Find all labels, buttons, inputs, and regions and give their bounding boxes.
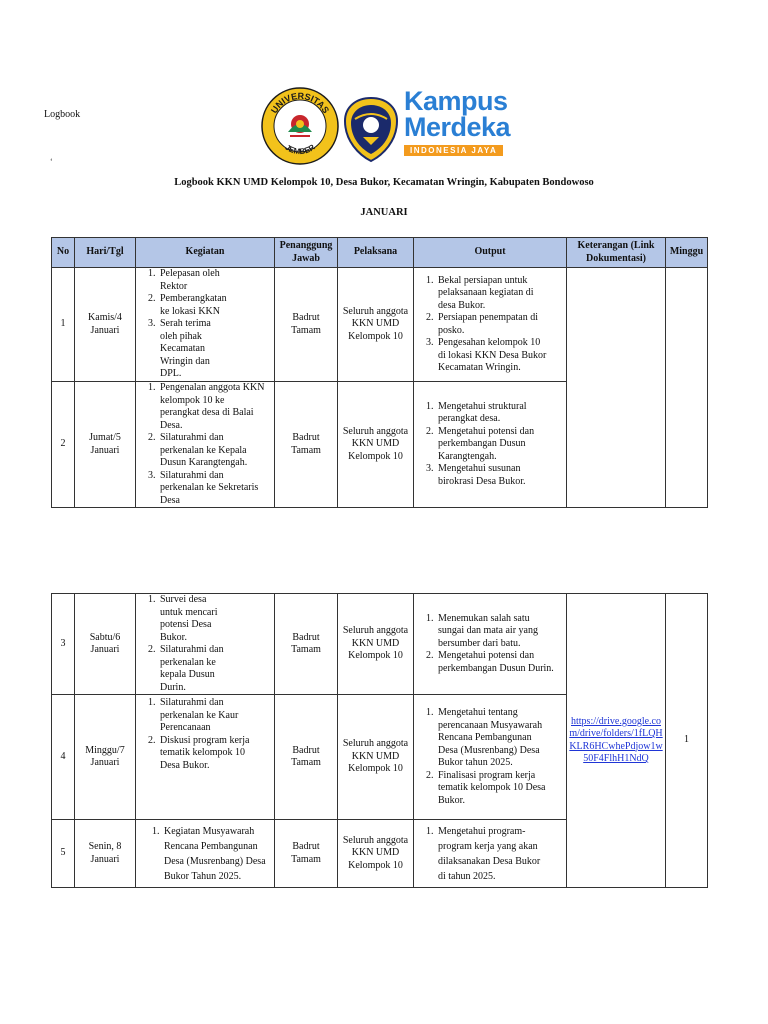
row-output [414,382,567,508]
row-output [414,820,567,888]
kampus-tagline: INDONESIA JAYA [404,145,503,156]
row-pelaksana: Seluruh anggota KKN UMD Kelompok 10 [338,382,414,508]
row-no: 5 [52,820,75,888]
regional-emblem-logo [341,95,401,165]
kampus-merdeka-logo [404,88,534,158]
row-pj: Badrut Tamam [275,268,338,382]
header-hari: Hari/Tgl [75,238,136,268]
logbook-table-1 [51,237,708,508]
kegiatan-item: 1. Kegiatan Musyawarah Rencana Pembangunan Desa (Musrenbang) Desa Bukor Tahun 2025. [162,824,272,884]
output-item: 2. Mengetahui potensi dan perkembangan Dusun Karangtengah. [436,426,538,464]
kegiatan-item: 2. Silaturahmi dan perkenalan ke kepala Dusun Durin. [158,644,228,694]
output-item: 1. Mengetahui program-program kerja yang akan dilaksanakan Desa Bukor di tahun 2025. [436,824,548,884]
row-output [414,594,567,695]
output-item: 2. Finalisasi program kerja tematik kelompok 10 Desa Bukor. [436,770,548,808]
header-pelaksana: Pelaksana [338,238,414,268]
kegiatan-item: 1. Silaturahmi dan perkenalan ke Kaur Perencanaan [158,697,264,735]
header-keterangan: Keterangan (Link Dokumentasi) [567,238,666,268]
row-keterangan-empty [567,268,666,508]
row-output [414,268,567,382]
table-header-row [52,238,708,268]
row-pelaksana: Seluruh anggota KKN UMD Kelompok 10 [338,594,414,695]
row-kegiatan [136,695,275,820]
row-kegiatan [136,820,275,888]
output-item: 1. Mengetahui struktural perangkat desa. [436,401,538,426]
row-pj: Badrut Tamam [275,594,338,695]
output-item: 2. Persiapan penempatan di posko. [436,312,550,337]
row-output [414,695,567,820]
output-item: 1. Menemukan salah satu sungai dan mata air yang bersumber dari batu. [436,613,558,651]
unej-bottom-text: JEMBER [283,142,317,157]
kegiatan-item: 1. Pelepasan oleh Rektor [158,268,226,293]
row-no: 4 [52,695,75,820]
kampus-line1: Kampus [404,86,508,116]
kegiatan-item: 2. Pemberangkatan ke lokasi KKN [158,293,226,318]
output-item: 3. Pengesahan kelompok 10 di lokasi KKN Desa Bukor Kecamatan Wringin. [436,337,550,375]
kampus-line2: Merdeka [404,112,511,142]
header-minggu: Minggu [666,238,708,268]
row-pelaksana: Seluruh anggota KKN UMD Kelompok 10 [338,820,414,888]
table-row [52,594,708,695]
row-minggu-value: 1 [666,594,708,888]
kegiatan-item: 2. Diskusi program kerja tematik kelompok 10 Desa Bukor. [158,735,264,773]
row-no: 1 [52,268,75,382]
dokumentasi-link[interactable]: https://drive.google.com/drive/folders/1fLQHKLR6HCwhePdjow1w50F4FlhH1NdQ [569,715,663,764]
row-kegiatan [136,268,275,382]
row-hari: Senin, 8 Januari [75,820,136,888]
header-pj: Penanggung Jawab [275,238,338,268]
universitas-jember-logo [260,86,340,166]
row-no: 2 [52,382,75,508]
row-pj: Badrut Tamam [275,695,338,820]
unej-top-text: UNIVERSITAS [268,90,332,116]
header-no: No [52,238,75,268]
kegiatan-item: 1. Survei desa untuk mencari potensi Desa Bukor. [158,594,228,644]
row-keterangan-link-cell [567,594,666,888]
output-item: 3. Mengetahui susunan birokrasi Desa Bukor. [436,463,538,488]
row-hari: Kamis/4 Januari [75,268,136,382]
header-output: Output [414,238,567,268]
logbook-table-2 [51,593,708,888]
row-no: 3 [52,594,75,695]
row-hari: Minggu/7 Januari [75,695,136,820]
header-kegiatan: Kegiatan [136,238,275,268]
kegiatan-item: 3. Serah terima oleh pihak Kecamatan Wringin dan DPL. [158,318,226,381]
row-minggu-empty [666,268,708,508]
output-item: 1. Mengetahui tentang perencanaan Musyawarah Rencana Pembangunan Desa (Musrenbang) Desa Bukor tahun 2025. [436,707,548,770]
output-item: 1. Bekal persiapan untuk pelaksanaan kegiatan di desa Bukor. [436,275,550,313]
row-pelaksana: Seluruh anggota KKN UMD Kelompok 10 [338,695,414,820]
row-hari: Jumat/5 Januari [75,382,136,508]
document-title: Logbook KKN UMD Kelompok 10, Desa Bukor, Kecamatan Wringin, Kabupaten Bondowoso [174,177,594,188]
row-hari: Sabtu/6 Januari [75,594,136,695]
row-pelaksana: Seluruh anggota KKN UMD Kelompok 10 [338,268,414,382]
kegiatan-item: 3. Silaturahmi dan perkenalan ke Sekretaris Desa [158,470,266,508]
row-pj: Badrut Tamam [275,820,338,888]
page-label: Logbook [44,109,81,120]
row-pj: Badrut Tamam [275,382,338,508]
row-kegiatan [136,382,275,508]
table-row [52,268,708,382]
kegiatan-item: 1. Pengenalan anggota KKN kelompok 10 ke perangkat desa di Balai Desa. [158,382,266,432]
output-item: 2. Mengetahui potensi dan perkembangan Dusun Durin. [436,650,558,675]
kegiatan-item: 2. Silaturahmi dan perkenalan ke Kepala Dusun Karangtengah. [158,432,266,470]
stray-mark: ‘ [50,157,53,166]
row-kegiatan [136,594,275,695]
month-heading: JANUARI [360,207,408,218]
